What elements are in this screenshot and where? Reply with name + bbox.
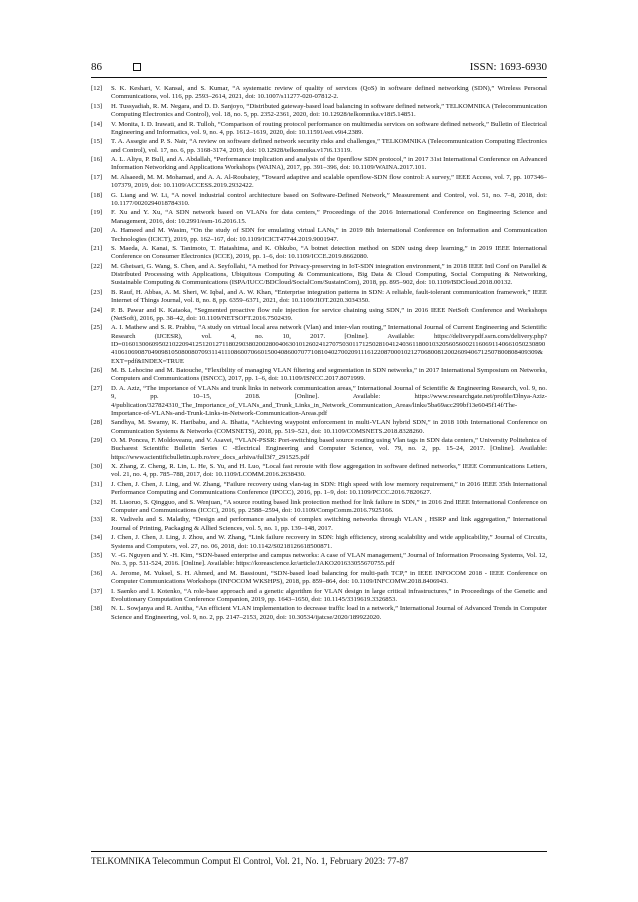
- reference-number: [36]: [91, 569, 103, 577]
- reference-number: [37]: [91, 587, 103, 595]
- reference-item: [91, 138, 547, 155]
- reference-item: [91, 227, 547, 244]
- reference-item: [91, 85, 547, 102]
- reference-text: O. M. Poncea, F. Moldoveanu, and V. Asavei, “VLAN-PSSR: Port-switching based source routing using Vlan tags in SDN data centers,” University Politehnica of Bucharest Scientific Bulletin Series C -Electrical Engineering and Computer Science, vol. 79, no. 2, pp. 15–24, 2017. [Online]. Available: https://www.scientificbulletin.upb.ro/rev_docs_arhiva/full3f7_291525.pdf: [111, 437, 547, 461]
- reference-item: [91, 103, 547, 120]
- reference-item: [91, 307, 547, 324]
- reference-item: [91, 419, 547, 436]
- reference-item: [91, 437, 547, 462]
- reference-item: [91, 156, 547, 173]
- reference-text: B. Rauf, H. Abbas, A. M. Sheri, W. Iqbal, and A. W. Khan, “Enterprise integration patterns in SDN: A reliable, fault-tolerant communication framework,” IEEE Internet of Things Journal, vol. 8, no. 8, pp. 6359–6371, 2021, doi: 10.1109/JIOT.2020.3034350.: [111, 288, 547, 305]
- reference-item: [91, 481, 547, 498]
- issn-label: ISSN: 1693-6930: [469, 61, 547, 73]
- reference-text: X. Zhang, Z. Cheng, R. Lin, L. He, S. Yu, and H. Luo, “Local fast reroute with flow aggregation in software defined networks,” IEEE Communications Letters, vol. 21, no. 4, pp. 785–788, 2017, doi: 10.1109/LCOMM.2016.2638430.: [111, 463, 547, 479]
- reference-item: [91, 324, 547, 365]
- reference-item: [91, 245, 547, 262]
- reference-list: [91, 85, 547, 623]
- reference-item: [91, 209, 547, 226]
- reference-number: [13]: [91, 102, 103, 110]
- page-header: [91, 58, 547, 76]
- reference-number: [14]: [91, 120, 103, 128]
- reference-item: [91, 192, 547, 209]
- reference-text: H. Tussyadiah, R. M. Negara, and D. D. Sanjoyo, “Distributed gateway-based load balancing in software defined network,” TELKOMNIKA (Telecommunication Computing Electronics and Control), vol. 18, no. 5, pp. 2352-2361, 2020, doi: 10.12928/telkomnika.v18i5.14851.: [111, 102, 547, 119]
- reference-text: J. Chen, J. Chen, J. Ling, J. Zhou, and W. Zhang, “Link failure recovery in SDN: high efficiency, strong scalability and wide applicability,” Journal of Circuits, Systems and Computers, vol. 27, no. 06, 2018, doi: 10.1142/S0218126618500871.: [111, 534, 547, 550]
- reference-item: [91, 499, 547, 516]
- reference-number: [35]: [91, 552, 103, 560]
- reference-number: [23]: [91, 288, 103, 296]
- reference-text: D. A. Aziz, “The importance of VLANs and trunk links in network communication areas,” International Journal of Scientific & Engineering Research, vol. 9, no. 9, pp. 10–15, 2018. [Online]. Available: https://www.researchgate.net/profile/Dlnya-Aziz-4/publication/327824310_The_Importance_of_VLANs_and_Trunk_Links_in_Network_Communication_Areas/links/5ba69acc299bf13e6045f14f/The-Importance-of-VLANs-and-Trunk-Links-in-Network-Communication-Areas.pdf: [111, 384, 547, 417]
- reference-text: H. Liaoruo, S. Qingguo, and S. Wenjuan, “A source routing based link protection method for link failure in SDN,” in 2016 2nd IEEE International Conference on Computer and Communications (ICCC), 2016, pp. 2588–2594, doi: 10.1109/CompComm.2016.7925166.: [111, 498, 547, 514]
- reference-number: [32]: [91, 498, 103, 506]
- reference-number: [28]: [91, 419, 103, 427]
- reference-number: [31]: [91, 480, 103, 488]
- footer-divider: [91, 851, 547, 852]
- page-footer: TELKOMNIKA Telecommun Comput El Control, Vol. 21, No. 1, February 2023: 77-87: [91, 856, 409, 866]
- reference-text: F. Xu and Y. Xu, “A SDN network based on VLANs for data centers,” Proceedings of the 2016 International Conference on Engineering Science and Management, 2016, doi: 10.2991/esm-16.2016.15.: [111, 209, 547, 225]
- reference-number: [24]: [91, 306, 103, 314]
- reference-item: [91, 605, 547, 622]
- reference-item: [91, 174, 547, 191]
- reference-text: R. Vadivelu and S. Malathy, “Design and performance analysis of complex switching networks through VLAN , HSRP and link aggregation,” International Journal of Printing, Packaging & Allied Sciences, vol. 5, no. 1, pp. 139–148, 2017.: [111, 516, 547, 532]
- reference-text: V. -G. Nguyen and Y. -H. Kim, “SDN-based enterprise and campus networks: A case of VLAN management,” Journal of Information Processing Systems, Vol. 12, No. 3, pp. 511-524, 2016. [Online]. Available: https://koreascience.kr/article/JAKO201633055670755.pdf: [111, 552, 547, 568]
- reference-item: [91, 570, 547, 587]
- reference-item: [91, 534, 547, 551]
- reference-item: [91, 385, 547, 418]
- reference-text: G. Liang and W. Li, “A novel industrial control architecture based on Software-Defined Network,” Measurement and Control, vol. 51, no. 7–8, 2018, doi: 10.1177/0020294018784310.: [111, 191, 547, 207]
- reference-number: [38]: [91, 605, 103, 613]
- reference-number: [20]: [91, 227, 103, 235]
- reference-item: [91, 289, 547, 306]
- reference-number: [33]: [91, 516, 103, 524]
- reference-text: N. L. Sowjanya and R. Anitha, “An efficient VLAN implementation to decrease traffic load in a network,” International Journal of Advanced Trends in Computer Science and Engineering, vol. 9, no. 2, pp. 2147–2153, 2020, doi: 10.30534/ijatcse/2020/189922020.: [111, 605, 547, 621]
- reference-text: P. B. Pawar and K. Kataoka, “Segmented proactive flow rule injection for service chaining using SDN,” in 2016 IEEE NetSoft Conference and Workshops (NetSoft), 2016, pp. 38–42, doi: 10.1109/NETSOFT.2016.7502439.: [111, 306, 547, 322]
- reference-number: [17]: [91, 173, 103, 181]
- header-divider: [91, 77, 547, 78]
- reference-number: [12]: [91, 85, 103, 92]
- reference-number: [26]: [91, 367, 103, 375]
- reference-item: [91, 552, 547, 569]
- reference-number: [16]: [91, 156, 103, 164]
- reference-text: S. K. Keshari, V. Kansal, and S. Kumar, “A systematic review of quality of services (QoS) in software defined networking (SDN),” Wireless Personal Communications, vol. 116, pp. 2593–2614, 2021, doi: 10.1007/s11277-020-07812-2.: [111, 85, 547, 101]
- reference-text: S. Maeda, A. Kanai, S. Tanimoto, T. Hatashima, and K. Ohkubo, “A botnet detection method on SDN using deep learning,” in 2019 IEEE International Conference on Consumer Electronics (ICCE), 2019, pp. 1–6, doi: 10.1109/ICCE.2019.8662080.: [111, 245, 547, 261]
- reference-text: A. I. Mathew and S. R. Prabhu, “A study on virtual local area network (Vlan) and inter-vlan routing,” International Journal of Current Engineering and Scientific Research (IJCESR), vol. 4, no. 10, 2017. [Online]. Available: https://deliverypdf.ssrn.com/delivery.php?ID=016013006095021022094125120127118029038020028004063010126024127075030117125028104124036118001032056056002116069114066105023089041061069087049098105080080709311411108600706601500408600707710810402700209111612208700010212706800812002609406712507800808409309&EXT=pdf&INDEX=TRUE: [111, 324, 547, 365]
- reference-item: [91, 463, 547, 480]
- reference-text: A. L. Aliyu, P. Bull, and A. Abdallah, “Performance implication and analysis of the 0penflow SDN protocol,” in 2017 31st International Conference on Advanced Information Networking and Applications Workshops (WAINA), 2017, pp. 391–396, doi: 10.1109/WAINA.2017.101.: [111, 156, 547, 172]
- reference-text: M. B. Lehocine and M. Batouche, “Flexibility of managing VLAN filtering and segmentation in SDN networks,” in 2017 International Symposium on Networks, Computers and Communications (ISNCC), 2017, pp. 1–6, doi: 10.1109/ISNCC.2017.8071999.: [111, 367, 547, 383]
- reference-item: [91, 263, 547, 288]
- reference-number: [18]: [91, 191, 103, 199]
- reference-text: V. Monita, I. D. Irawati, and R. Tulloh, “Comparison of routing protocol performance on multimedia services on software defined network,” Bulletin of Electrical Engineering and Informatics, vol. 9, no. 4, pp. 1612–1619, 2020, doi: 10.11591/eei.v9i4.2389.: [111, 120, 547, 136]
- reference-text: A. Jerome, M. Yuksel, S. H. Ahmed, and M. Bassiouni, “SDN-based load balancing for multi-path TCP,” in IEEE INFOCOM 2018 - IEEE Conference on Computer Communications Workshops (INFOCOM WKSHPS), 2018, pp. 859–864, doi: 10.1109/INFCOMW.2018.8406943.: [111, 569, 547, 586]
- reference-number: [34]: [91, 534, 103, 542]
- reference-number: [25]: [91, 324, 103, 332]
- reference-text: I. Saenko and I. Kotenko, “A role-base approach and a genetic algorithm for VLAN design in large critical infrastructures,” in Proceedings of the Genetic and Evolutionary Computation Conference Companion, 2019, pp. 1643–1650, doi: 10.1145/3319619.3326853.: [111, 587, 547, 603]
- reference-item: [91, 367, 547, 384]
- reference-item: [91, 588, 547, 605]
- reference-number: [21]: [91, 245, 103, 253]
- reference-number: [30]: [91, 463, 103, 471]
- checkbox-square-icon: [133, 63, 141, 71]
- reference-item: [91, 121, 547, 138]
- reference-number: [27]: [91, 384, 103, 392]
- reference-number: [29]: [91, 437, 103, 445]
- reference-text: A. Hameed and M. Wasim, “On the study of SDN for emulating virtual LANs,” in 2019 8th International Conference on Information and Communication Technologies (ICICT), 2019, pp. 162–167, doi: 10.1109/ICICT47744.2019.9001947.: [111, 227, 547, 243]
- reference-text: M. Gheisari, G. Wang, S. Chen, and A. Seyfollahi, “A method for Privacy-preserving in IoT-SDN integration environment,” in 2018 IEEE Intl Conf on Parallel & Distributed Processing with Applications, Ubiquitous Computing & Communications, Big Data & Cloud Computing, Social Computing & Networking, Sustainable Computing & Communications (ISPA/IUCC/BDCloud/SocialCom/SustainCom), 2018, pp. 895–902, doi: 10.1109/BDCloud.2018.00132.: [111, 262, 547, 287]
- reference-item: [91, 516, 547, 533]
- reference-text: T. A. Assegie and P. S. Nair, “A review on software defined network security risks and challenges,” TELKOMNIKA (Telecommunication Computing Electronics and Control), vol. 17, no. 6, pp. 3168-3174, 2019, doi: 10.12928/telkomnika.v17i6.13119.: [111, 138, 547, 154]
- reference-text: M. Alsaeedi, M. M. Mohamad, and A. A. Al-Roubaiey, “Toward adaptive and scalable openflow-SDN flow control: A survey,” IEEE Access, vol. 7, pp. 107346–107379, 2019, doi: 10.1109/ACCESS.2019.2932422.: [111, 173, 547, 190]
- reference-text: J. Chen, J. Chen, J. Ling, and W. Zhang, “Failure recovery using vlan-tag in SDN: High speed with low memory requirement,” in 2016 IEEE 35th International Performance Computing and Communications Conference (IPCCC), 2016, pp. 1–9, doi: 10.1109/PCCC.2016.7820627.: [111, 480, 547, 497]
- reference-text: Sandhya, M. Swamy, K. Haribabu, and A. Bhatia, “Achieving waypoint enforcement in multi-VLAN hybrid SDN,” in 2018 10th International Conference on Communication Systems & Networks (COMSNETS), 2018, pp. 519–521, doi: 10.1109/COMSNETS.2018.8328260.: [111, 419, 547, 435]
- reference-number: [19]: [91, 209, 103, 217]
- reference-number: [15]: [91, 138, 103, 146]
- page-number: 86: [91, 61, 102, 73]
- reference-number: [22]: [91, 262, 103, 270]
